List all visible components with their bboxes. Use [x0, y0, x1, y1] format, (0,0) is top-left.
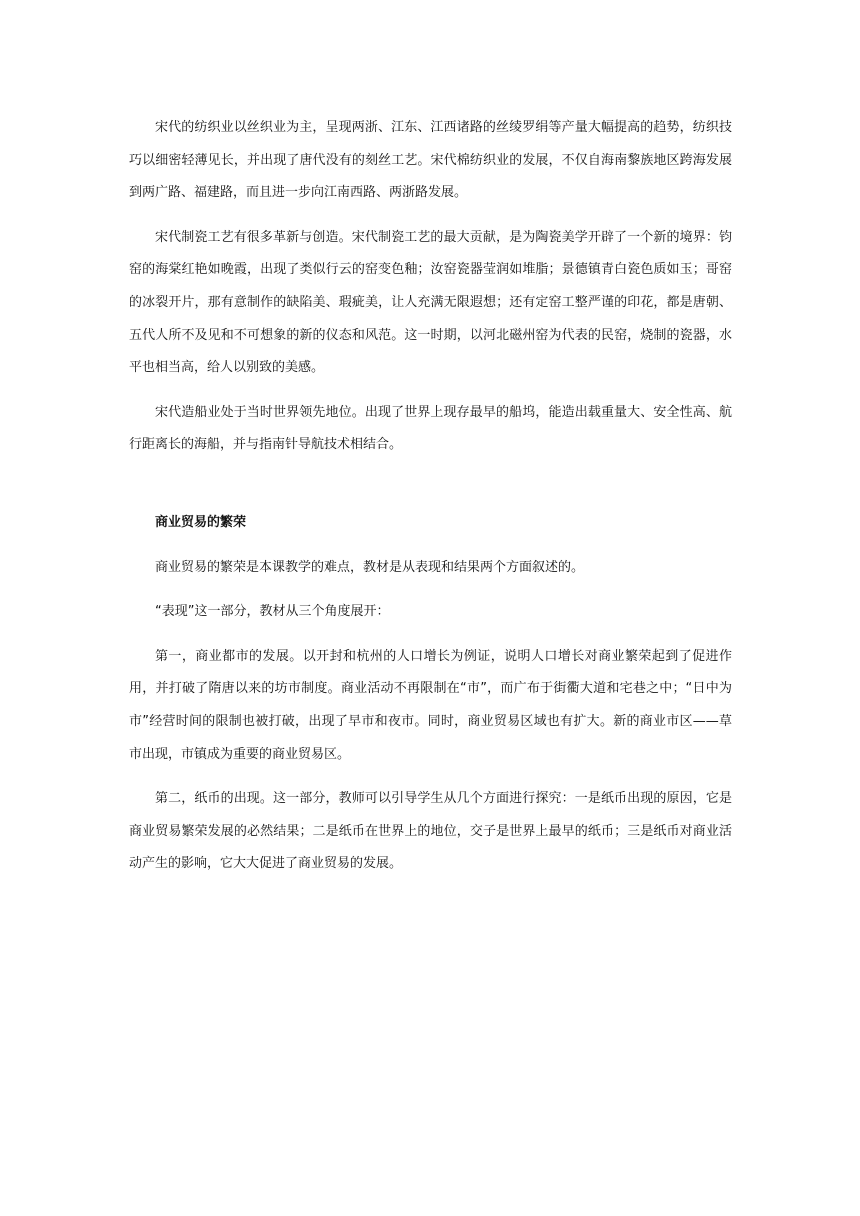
- paragraph-porcelain: 宋代制瓷工艺有很多革新与创造。宋代制瓷工艺的最大贡献，是为陶瓷美学开辟了一个新的境界：钧窑的海棠红艳如晚霞，出现了类似行云的窑变色釉；汝窑瓷器莹润如堆脂；景德镇青白瓷色质如玉；哥窑的冰裂开片，那有意制作的缺陷美、瑕疵美，让人充满无限遐想；还有定窑工整严谨的印花，都是唐朝、五代人所不及见和不可想象的新的仪态和风范。这一时期，以河北磁州窑为代表的民窑，烧制的瓷器，水平也相当高，给人以别致的美感。: [129, 229, 732, 376]
- paragraph-textile: 宋代的纺织业以丝织业为主，呈现两浙、江东、江西诸路的丝绫罗绢等产量大幅提高的趋势，纺织技巧以细密轻薄见长，并出现了唐代没有的刻丝工艺。宋代棉纺织业的发展，不仅自海南黎族地区跨海发展到两广路、福建路，而且进一步向江南西路、两浙路发展。: [129, 120, 732, 201]
- section-heading: 商业贸易的繁荣: [155, 514, 247, 530]
- paragraph-urban-development: 第一，商业都市的发展。以开封和杭州的人口增长为例证，说明人口增长对商业繁荣起到了促进作用，并打破了隋唐以来的坊市制度。商业活动不再限制在“市”，而广布于街衢大道和宅巷之中；“日中为市”经营时间的限制也被打破，出现了早市和夜市。同时，商业贸易区域也有扩大。新的商业市区——草市出现，市镇成为重要的商业贸易区。: [129, 648, 732, 762]
- paragraph-commerce-intro: 商业贸易的繁荣是本课教学的难点，教材是从表现和结果两个方面叙述的。: [155, 559, 585, 575]
- document-body: [129, 112, 732, 893]
- paragraph-shipbuilding: 宋代造船业处于当时世界领先地位。出现了世界上现存最早的船坞，能造出载重量大、安全性高、航行距离长的海船，并与指南针导航技术相结合。: [129, 404, 732, 453]
- paragraph-paper-money: 第二，纸币的出现。这一部分，教师可以引导学生从几个方面进行探究：一是纸币出现的原因，它是商业贸易繁荣发展的必然结果；二是纸币在世界上的地位，交子是世界上最早的纸币；三是纸币对商业活动产生的影响，它大大促进了商业贸易的发展。: [129, 791, 732, 872]
- paragraph-expression-intro: “表现”这一部分，教材从三个角度展开：: [155, 604, 390, 620]
